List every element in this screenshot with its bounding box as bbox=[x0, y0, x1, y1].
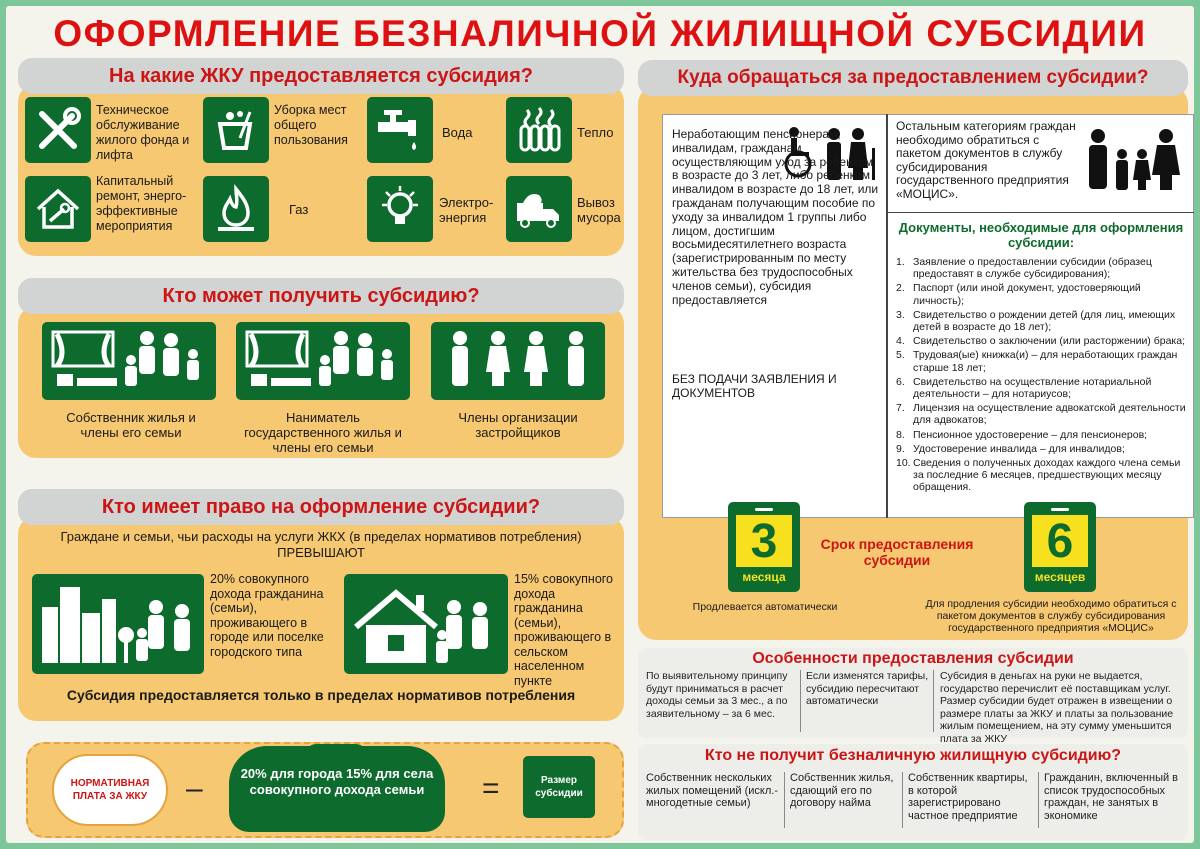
document-item: 5. Трудовая(ые) книжка(и) – для неработающих граждан старше 18 лет; bbox=[896, 349, 1178, 374]
feature-item: По выявительному принципу будут приниматься в расчет доходы семьи за 3 мес., а по заявительному – за 6 мес. bbox=[646, 670, 788, 720]
documents-list bbox=[896, 256, 1190, 496]
where-to-apply-header: Куда обращаться за предоставлением субсидии? bbox=[638, 60, 1188, 96]
services-header: На какие ЖКУ предоставляется субсидия? bbox=[18, 58, 624, 94]
documents-title: Документы, необходимые для оформления субсидии: bbox=[898, 220, 1184, 250]
calendar-ring bbox=[755, 508, 773, 511]
house-repair-icon bbox=[25, 176, 91, 242]
normative-payment-badge: НОРМАТИВНАЯ ПЛАТА ЗА ЖКУ bbox=[52, 754, 168, 826]
term-6-unit: месяцев bbox=[1034, 570, 1086, 584]
term-3-note: Продлевается автоматически bbox=[692, 601, 838, 613]
document-item: 2. Паспорт (или иной документ, удостоверяющий личность); bbox=[896, 282, 1141, 307]
city-threshold: 20% совокупного дохода гражданина (семьи), проживающего в городе или поселке городского типа bbox=[210, 572, 324, 659]
poster bbox=[6, 6, 1194, 843]
term-3-unit: месяца bbox=[742, 570, 786, 584]
card-divider bbox=[886, 114, 888, 518]
calendar-3-icon bbox=[728, 502, 800, 592]
service-label: Электро-энергия bbox=[439, 195, 494, 225]
equals-sign: = bbox=[482, 772, 500, 805]
service-label: Тепло bbox=[577, 125, 614, 140]
document-item: 8. Пенсионное удостоверение – для пенсионеров; bbox=[896, 428, 1148, 441]
cleaning-bucket-icon bbox=[203, 97, 269, 163]
calendar-6-icon bbox=[1024, 502, 1096, 592]
page-title: ОФОРМЛЕНИЕ БЕЗНАЛИЧНОЙ ЖИЛИЩНОЙ СУБСИДИИ bbox=[53, 13, 1147, 54]
no-application-categories: Неработающим пенсионерам, инвалидам, гражданам осуществляющим уход за ребенком в возрасте до 3 лет, либо ребенком инвалидом в возрасте до 18 лет, или гражданам получающим пособие по уходу за инвалидом 1 группы либо лицом, достигшим восьмидесятилетнего возраста (зарегистрированным по месту жительства без трудоспособных членов семьи), субсидия предоставляется bbox=[672, 127, 879, 307]
exclusions-header: Кто не получит безналичную жилищную субсидию? bbox=[704, 747, 1122, 764]
document-item: 1. Заявление о предоставлении субсидии (образец предоставят в службе субсидирования); bbox=[896, 256, 1152, 281]
gas-flame-icon bbox=[203, 176, 269, 242]
village-icon bbox=[344, 574, 508, 674]
card-hdivider bbox=[887, 212, 1194, 213]
family-icon bbox=[1082, 128, 1182, 192]
divider bbox=[800, 670, 801, 732]
water-tap-icon bbox=[367, 97, 433, 163]
exclusion-item: Собственник квартиры, в которой зарегистрировано частное предприятие bbox=[908, 772, 1028, 822]
eligibility-header: Кто имеет право на оформление субсидии? bbox=[18, 489, 624, 525]
service-label: Капитальный ремонт, энерго-эффективные мероприятия bbox=[96, 174, 187, 233]
subsidy-amount-badge bbox=[523, 756, 595, 818]
divider bbox=[902, 772, 903, 828]
light-bulb-icon bbox=[367, 176, 433, 242]
divider bbox=[784, 772, 785, 828]
village-threshold: 15% совокупного дохода гражданина (семьи), проживающего в сельском населенном пункте bbox=[514, 572, 614, 688]
wrench-screwdriver-icon bbox=[25, 97, 91, 163]
recipient-label: Члены организации застройщиков bbox=[458, 410, 578, 440]
organization-members-icon bbox=[431, 322, 605, 400]
wallet-text: 20% для города 15% для села совокупного дохода семьи bbox=[240, 766, 434, 797]
service-label: Техническое обслуживание жилого фонда и лифта bbox=[96, 103, 190, 162]
city-icon bbox=[32, 574, 204, 674]
recipient-label: Наниматель государственного жилья и члены его семьи bbox=[244, 410, 402, 455]
divider bbox=[1038, 772, 1039, 828]
no-application-caps: БЕЗ ПОДАЧИ ЗАЯВЛЕНИЯ И ДОКУМЕНТОВ bbox=[672, 372, 837, 400]
document-item: 10. Сведения о полученных доходах каждого члена семьи за последние 6 месяцев, предшествующих месяцу обращения. bbox=[896, 457, 1181, 494]
calendar-ring bbox=[1051, 508, 1069, 511]
exclusion-item: Гражданин, включенный в список трудоспособных граждан, не занятых в экономике bbox=[1044, 772, 1179, 822]
term-6-number: 6 bbox=[1032, 515, 1088, 567]
term-3-number: 3 bbox=[736, 515, 792, 567]
feature-item: Субсидия в деньгах на руки не выдается, государство перечислит её поставщикам услуг. Размер субсидии будет отражен в извещении о размере платы за ЖКУ и платы за пользование жилым помещением, на эту сумму уменьшится плата за ЖКУ bbox=[940, 670, 1174, 745]
document-item: 7. Лицензия на осуществление адвокатской деятельности для адвокатов; bbox=[896, 402, 1186, 427]
owner-family-icon bbox=[42, 322, 216, 400]
term-title: Срок предоставления субсидии bbox=[820, 536, 974, 568]
minus-sign: – bbox=[186, 772, 203, 805]
features-header: Особенности предоставления субсидии bbox=[752, 650, 1074, 667]
document-item: 4. Свидетельство о заключении (или расторжении) брака; bbox=[896, 335, 1186, 348]
document-item: 6. Свидетельство на осуществление нотариальной деятельности – для нотариусов; bbox=[896, 375, 1152, 401]
document-item: 3. Свидетельство о рождении детей (для лиц, имеющих детей в возрасте до 18 лет); bbox=[896, 308, 1176, 334]
exclusion-item: Собственник жилья, сдающий его по договору найма bbox=[790, 772, 894, 809]
document-item: 9. Удостоверение инвалида – для инвалидов; bbox=[896, 442, 1125, 455]
service-label: Уборка мест общего пользования bbox=[274, 103, 348, 147]
eligibility-intro-caps: ПРЕВЫШАЮТ bbox=[277, 545, 365, 560]
eligibility-intro: Граждане и семьи, чьи расходы на услуги ЖКХ (в пределах нормативов потребления) bbox=[60, 529, 582, 544]
other-categories: Остальным категориям граждан необходимо обратиться с пакетом документов в службу субсидирования государственного предприятия «МОЦИС». bbox=[896, 119, 1076, 201]
wallet-clasp bbox=[306, 744, 366, 756]
divider bbox=[933, 670, 934, 732]
recipients-header: Кто может получить субсидию? bbox=[18, 278, 624, 314]
garbage-truck-icon bbox=[506, 176, 572, 242]
service-label: Вывоз мусора bbox=[577, 195, 621, 225]
subsidy-amount-label: Размер субсидии bbox=[535, 775, 583, 799]
eligibility-footer: Субсидия предоставляется только в пределах нормативов потребления bbox=[66, 687, 576, 703]
feature-item: Если изменятся тарифы, субсидию пересчитают автоматически bbox=[806, 670, 929, 707]
term-6-note: Для продления субсидии необходимо обратиться с пакетом документов в службу субсидирования государственного предприятия «МОЦИС» bbox=[925, 598, 1177, 634]
service-label: Газ bbox=[289, 202, 309, 217]
service-label: Вода bbox=[442, 125, 473, 140]
exclusion-item: Собственник нескольких жилых помещений (искл.- многодетные семьи) bbox=[646, 772, 778, 809]
tenant-family-icon bbox=[236, 322, 410, 400]
recipient-label: Собственник жилья и члены его семьи bbox=[66, 410, 196, 440]
radiator-icon bbox=[506, 97, 572, 163]
